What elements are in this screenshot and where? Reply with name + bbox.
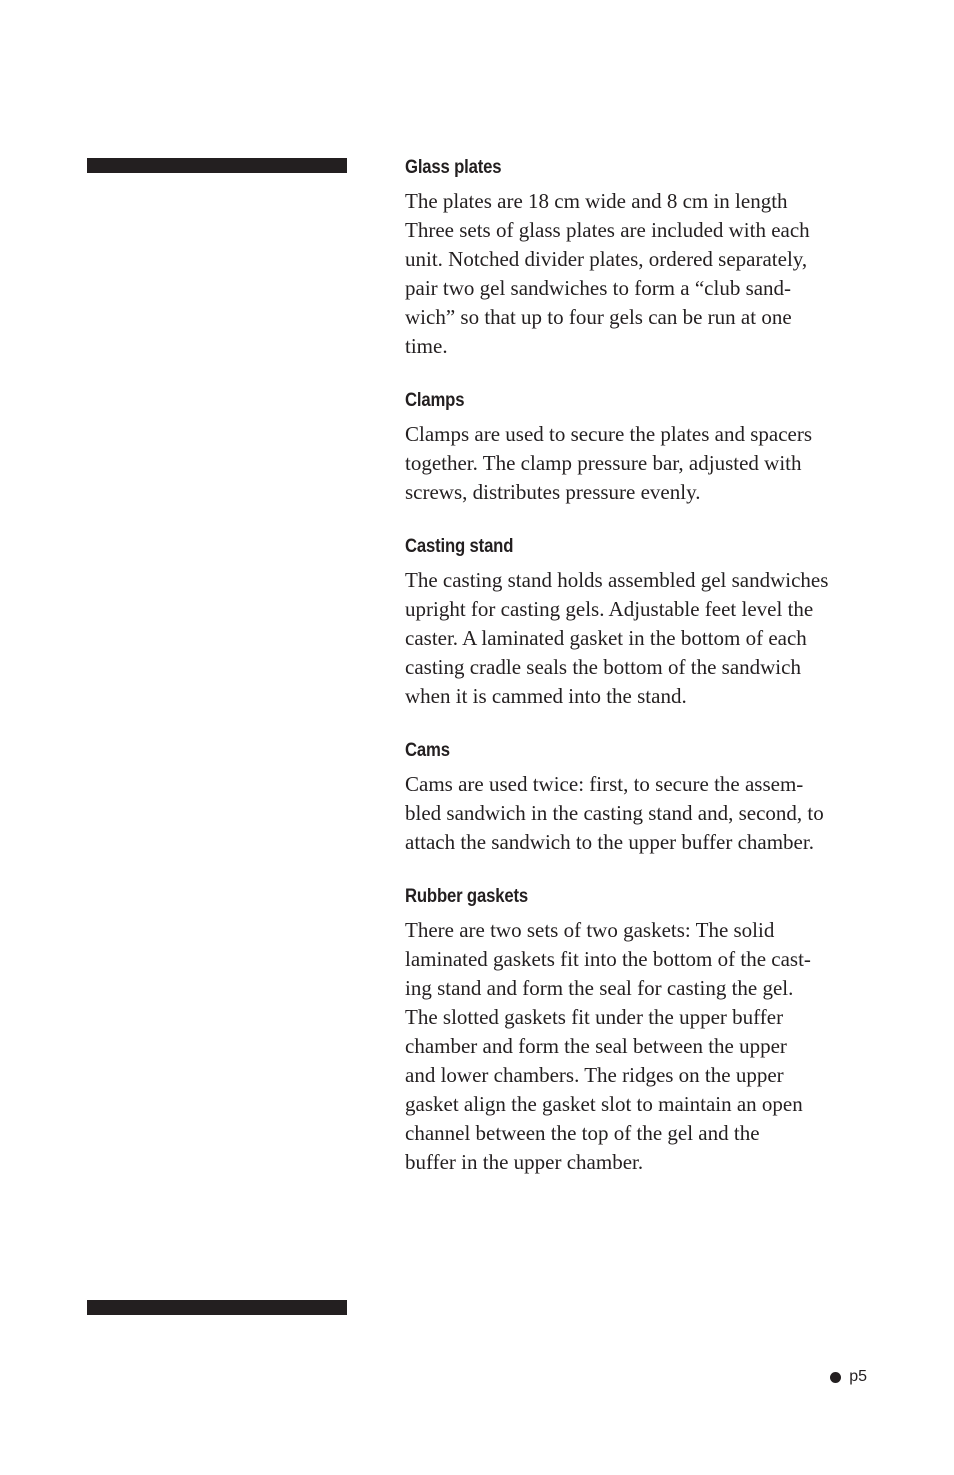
body-line: bled sandwich in the casting stand and, second, to	[405, 801, 824, 825]
body-line: together. The clamp pressure bar, adjusted with	[405, 451, 802, 475]
section-heading: Glass plates	[405, 157, 502, 178]
section-body	[405, 770, 875, 857]
body-line: ing stand and form the seal for casting the gel.	[405, 976, 794, 1000]
body-line: screws, distributes pressure evenly.	[405, 480, 701, 504]
body-line: There are two sets of two gaskets: The solid	[405, 918, 775, 942]
section-heading: Rubber gaskets	[405, 886, 528, 907]
section-glass-plates	[405, 155, 875, 361]
main-content	[405, 155, 875, 1204]
section-cams	[405, 738, 875, 857]
body-line: wich” so that up to four gels can be run at one	[405, 305, 792, 329]
body-line: and lower chambers. The ridges on the upper	[405, 1063, 784, 1087]
body-line: when it is cammed into the stand.	[405, 684, 687, 708]
body-line: Cams are used twice: first, to secure the assem-	[405, 772, 804, 796]
body-line: gasket align the gasket slot to maintain an open	[405, 1092, 803, 1116]
top-margin-rule	[87, 158, 347, 173]
body-line: Three sets of glass plates are included with each	[405, 218, 810, 242]
body-line: unit. Notched divider plates, ordered separately,	[405, 247, 808, 271]
section-body	[405, 916, 875, 1177]
section-body	[405, 187, 875, 361]
body-line: laminated gaskets fit into the bottom of the cast-	[405, 947, 811, 971]
page-number	[830, 1367, 867, 1387]
section-casting-stand	[405, 534, 875, 711]
body-line: chamber and form the seal between the upper	[405, 1034, 787, 1058]
body-line: buffer in the upper chamber.	[405, 1150, 644, 1174]
body-line: casting cradle seals the bottom of the sandwich	[405, 655, 801, 679]
bullet-dot-icon	[830, 1372, 841, 1383]
section-clamps	[405, 388, 875, 507]
page-label: p5	[849, 1368, 867, 1385]
body-line: The slotted gaskets fit under the upper buffer	[405, 1005, 784, 1029]
section-body	[405, 566, 875, 711]
section-heading: Cams	[405, 740, 450, 761]
body-line: attach the sandwich to the upper buffer chamber.	[405, 830, 814, 854]
body-line: The plates are 18 cm wide and 8 cm in length	[405, 189, 788, 213]
body-line: caster. A laminated gasket in the bottom of each	[405, 626, 807, 650]
bottom-margin-rule	[87, 1300, 347, 1315]
body-line: The casting stand holds assembled gel sandwiches	[405, 568, 829, 592]
section-body	[405, 420, 875, 507]
body-line: upright for casting gels. Adjustable feet level the	[405, 597, 814, 621]
body-line: pair two gel sandwiches to form a “club sand-	[405, 276, 792, 300]
body-line: channel between the top of the gel and the	[405, 1121, 760, 1145]
body-line: time.	[405, 334, 448, 358]
section-heading: Clamps	[405, 390, 465, 411]
section-rubber-gaskets	[405, 884, 875, 1177]
section-heading: Casting stand	[405, 536, 514, 557]
body-line: Clamps are used to secure the plates and spacers	[405, 422, 813, 446]
